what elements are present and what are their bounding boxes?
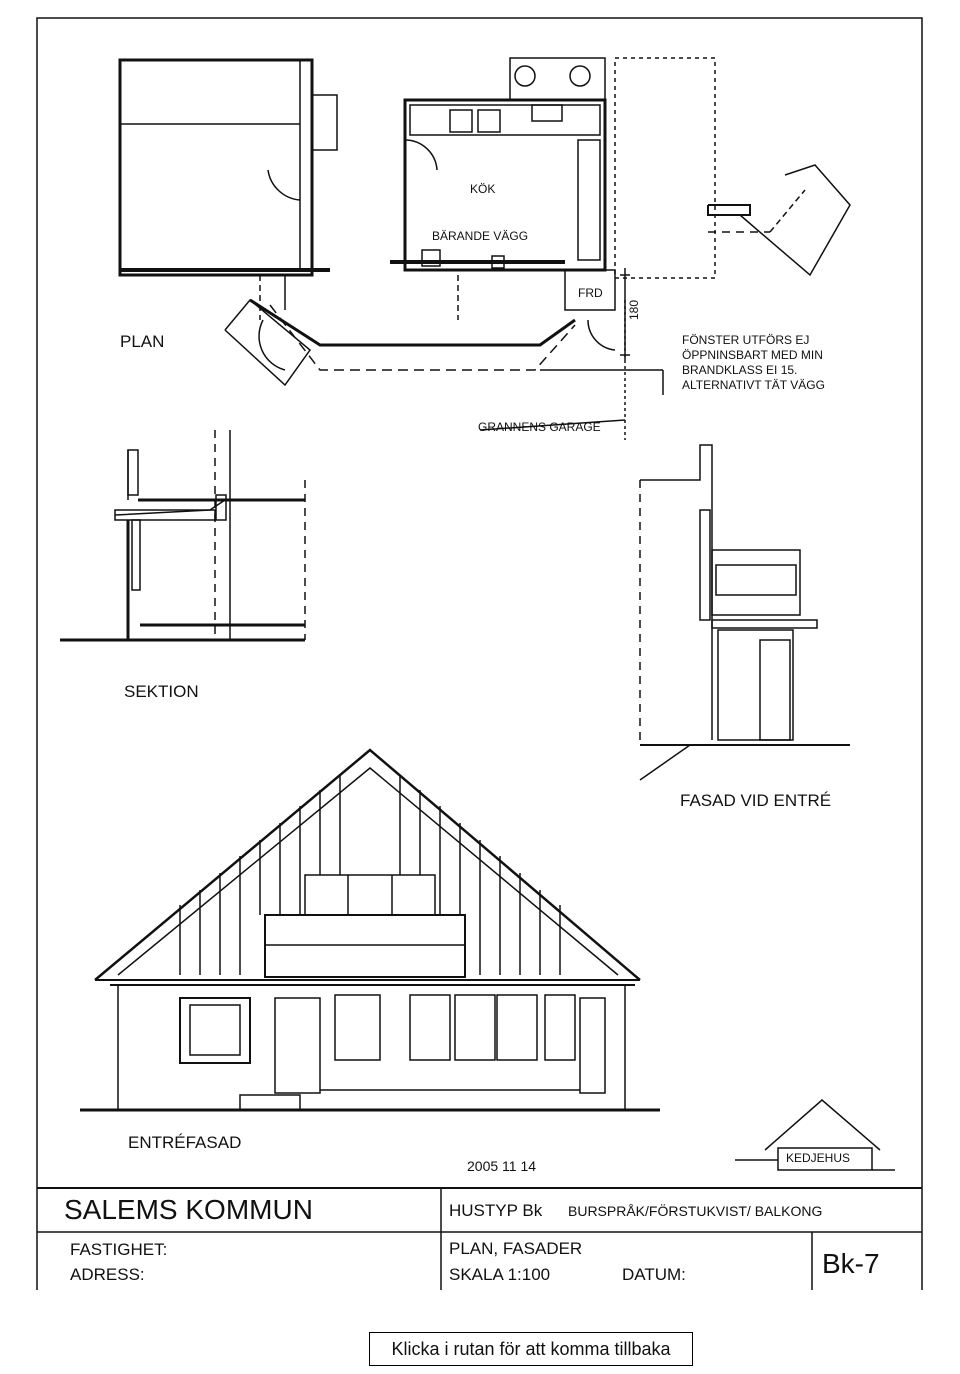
note-line-2: ÖPPNINSBART MED MIN (682, 348, 823, 362)
back-link-button[interactable]: Klicka i rutan för att komma tillbaka (369, 1332, 693, 1366)
drawing-date: 2005 11 14 (467, 1158, 537, 1174)
kitchen-label: KÖK (470, 182, 496, 196)
house-type: HUSTYP Bk (449, 1201, 543, 1220)
municipality-name: SALEMS KOMMUN (64, 1194, 313, 1225)
house-description: BURSPRÅK/FÖRSTUKVIST/ BALKONG (568, 1203, 823, 1219)
key-plan-label: KEDJEHUS (786, 1151, 851, 1165)
side-facade-title: FASAD VID ENTRÉ (680, 791, 832, 810)
bearing-wall-label: BÄRANDE VÄGG (432, 229, 529, 243)
property-label: FASTIGHET: (70, 1240, 168, 1259)
side-facade-drawing (640, 445, 850, 780)
note-line-4: ALTERNATIVT TÄT VÄGG (682, 378, 825, 392)
date-label: DATUM: (622, 1265, 686, 1284)
drawing-scale: SKALA 1:100 (449, 1265, 551, 1284)
note-line-3: BRANDKLASS EI 15. (682, 363, 798, 377)
plan-title: PLAN (120, 332, 165, 351)
dimension-label: 180 (627, 299, 641, 320)
sheet-number: Bk-7 (822, 1248, 880, 1279)
section-title: SEKTION (124, 682, 199, 701)
note-line-1: FÖNSTER UTFÖRS EJ (682, 333, 810, 347)
section-drawing (60, 430, 305, 640)
address-label: ADRESS: (70, 1265, 145, 1284)
frd-label: FRD (578, 286, 603, 300)
neighbour-garage-label: GRANNENS GARAGE (478, 420, 601, 434)
entry-facade-drawing (80, 750, 660, 1110)
drawing-content: PLAN, FASADER (449, 1239, 583, 1258)
entry-facade-title: ENTRÉFASAD (128, 1133, 242, 1152)
